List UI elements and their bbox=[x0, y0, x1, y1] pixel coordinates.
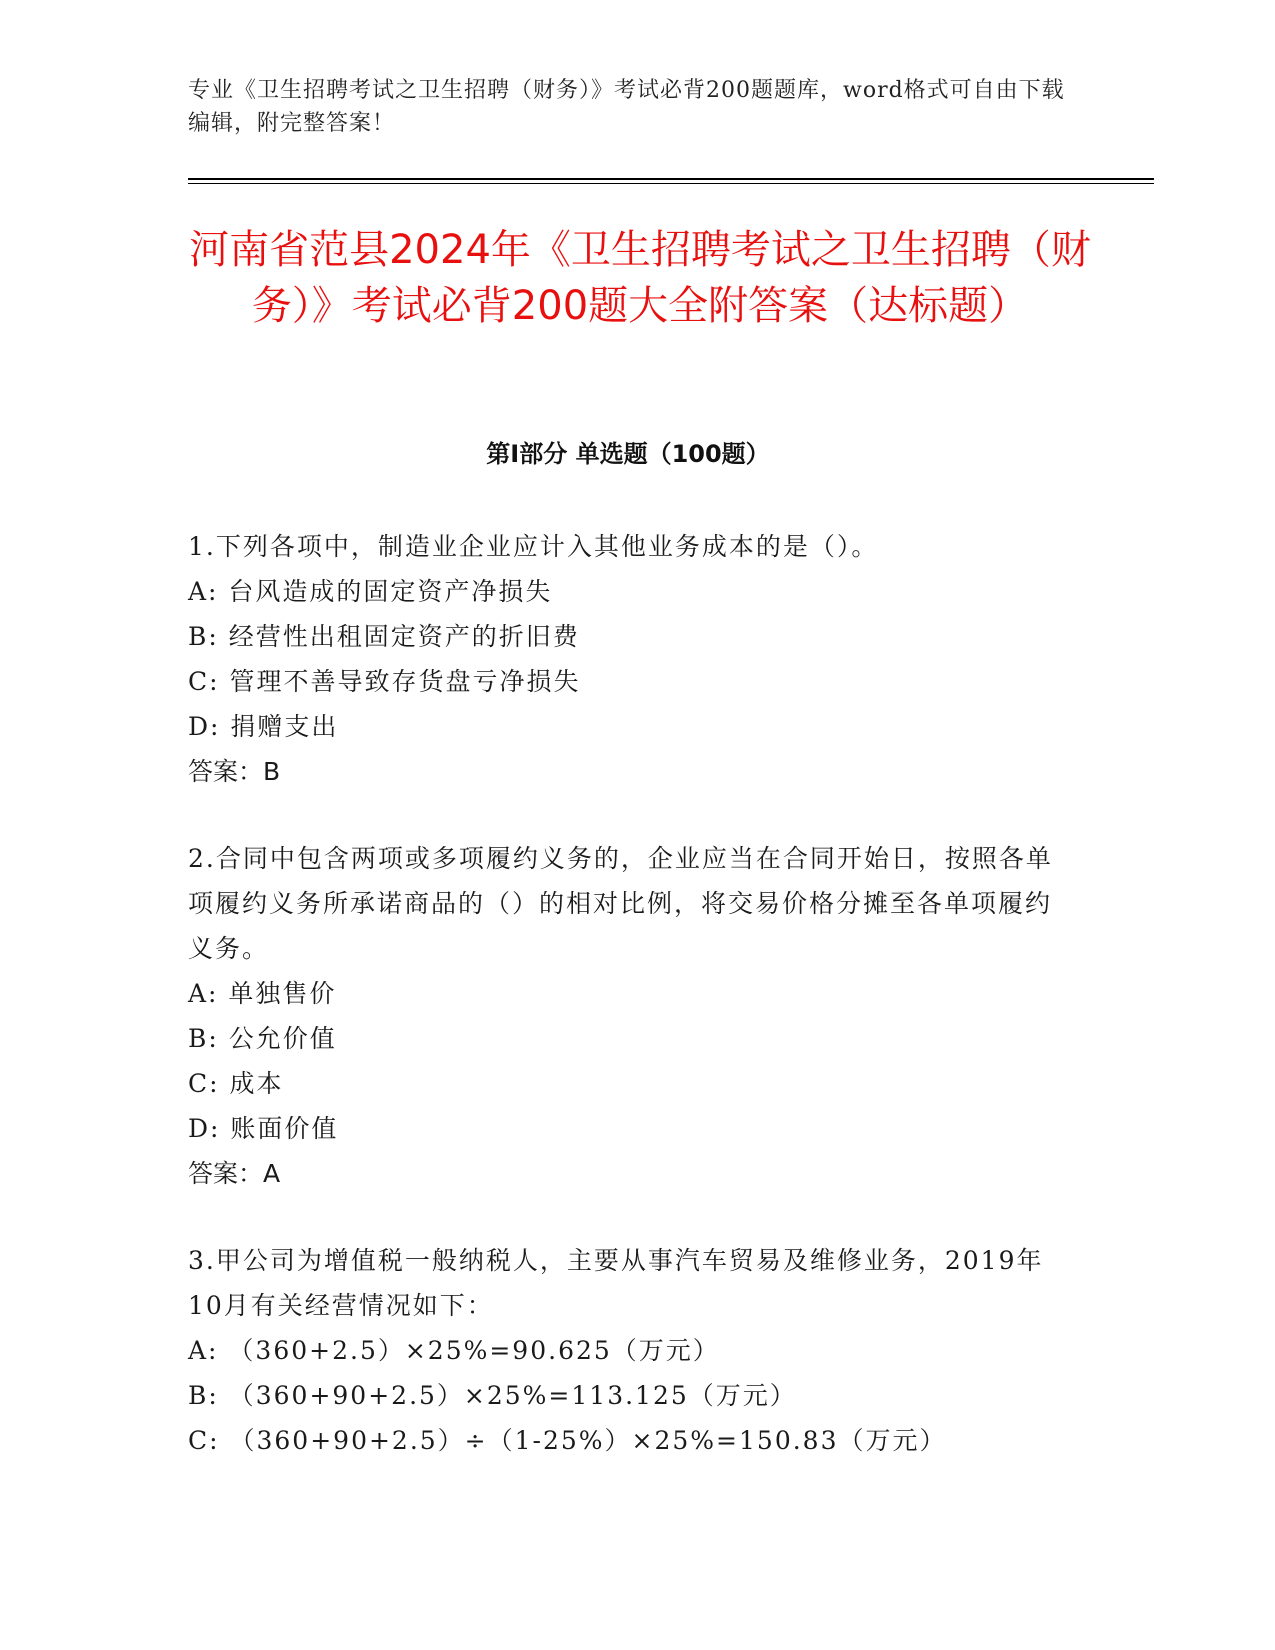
option-b: B: 公允价值 bbox=[188, 1024, 337, 1053]
question-list bbox=[188, 524, 1068, 1505]
option-c: C: （360+90+2.5）÷（1-25%）×25%=150.83（万元） bbox=[188, 1426, 947, 1455]
option-d: D: 捐赠支出 bbox=[188, 712, 339, 741]
answer: 答案：A bbox=[188, 1159, 281, 1188]
question-1 bbox=[188, 524, 1068, 794]
section-heading: 第Ⅰ部分 单选题（100题） bbox=[486, 440, 770, 468]
document-title: 河南省范县2024年《卫生招聘考试之卫生招聘（财务）》考试必背200题大全附答案（达标题） bbox=[189, 227, 1091, 329]
option-a: A: 台风造成的固定资产净损失 bbox=[188, 577, 553, 606]
header-note: 专业《卫生招聘考试之卫生招聘（财务）》考试必背200题题库，word格式可自由下载编辑，附完整答案！ bbox=[188, 78, 1065, 136]
option-d: D: 账面价值 bbox=[188, 1114, 339, 1143]
question-stem: 3.甲公司为增值税一般纳税人，主要从事汽车贸易及维修业务，2019年10月有关经营情况如下： bbox=[188, 1246, 1044, 1320]
option-b: B: 经营性出租固定资产的折旧费 bbox=[188, 622, 580, 651]
option-c: C: 管理不善导致存货盘亏净损失 bbox=[188, 667, 581, 696]
header-divider-thin bbox=[188, 183, 1154, 184]
option-c: C: 成本 bbox=[188, 1069, 284, 1098]
question-2 bbox=[188, 836, 1068, 1196]
question-3 bbox=[188, 1238, 1068, 1463]
option-a: A: 单独售价 bbox=[188, 979, 337, 1008]
question-stem: 2.合同中包含两项或多项履约义务的，企业应当在合同开始日，按照各单项履约义务所承诺商品的（）的相对比例，将交易价格分摊至各单项履约义务。 bbox=[188, 844, 1053, 963]
question-stem: 1.下列各项中，制造业企业应计入其他业务成本的是（）。 bbox=[188, 532, 879, 561]
answer: 答案：B bbox=[188, 757, 281, 786]
header-divider bbox=[188, 178, 1154, 180]
option-b: B: （360+90+2.5）×25%=113.125（万元） bbox=[188, 1381, 797, 1410]
option-a: A: （360+2.5）×25%=90.625（万元） bbox=[188, 1336, 720, 1365]
